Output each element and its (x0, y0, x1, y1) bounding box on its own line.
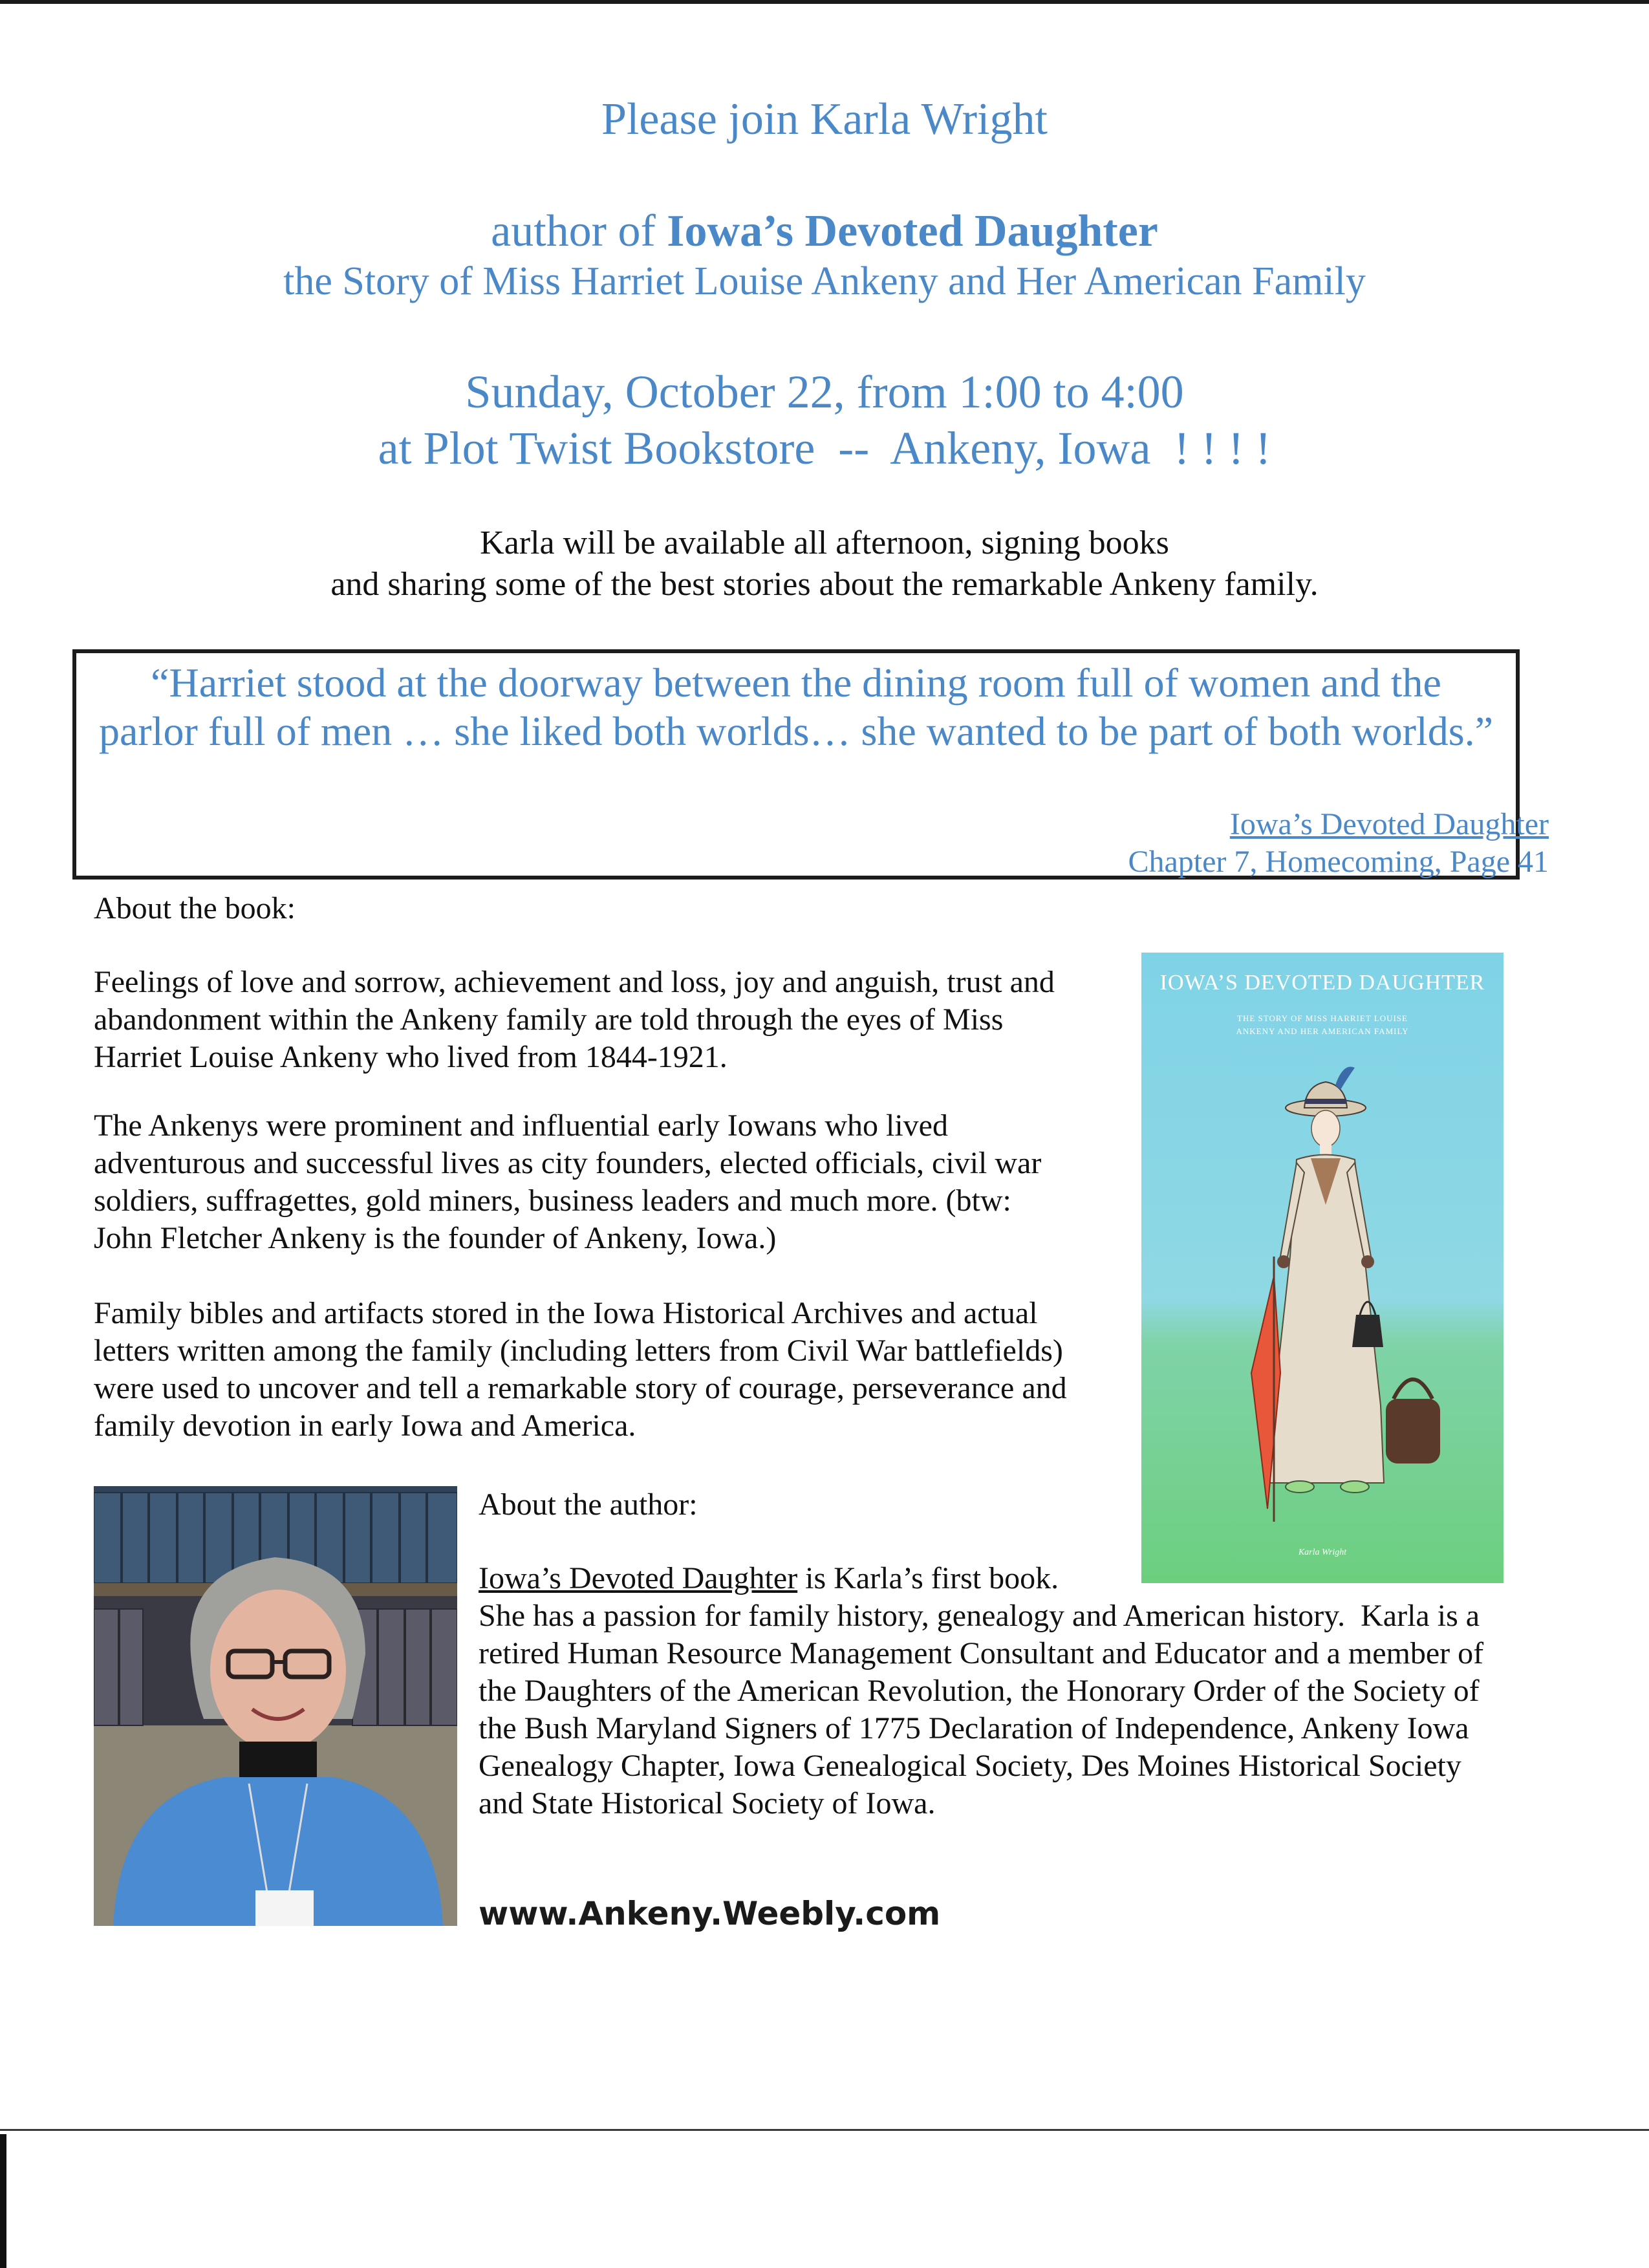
text-line: were used to uncover and tell a remarkable story of courage, perseverance and (94, 1371, 1067, 1405)
text-line: Family bibles and artifacts stored in the Iowa Historical Archives and actual (94, 1296, 1038, 1330)
text-line: family devotion in early Iowa and America. (94, 1409, 636, 1443)
text-line: Harriet Louise Ankeny who lived from 1844-1921. (94, 1040, 727, 1074)
about-book-paragraph-1 (94, 964, 1122, 1076)
author-prefix: author of (491, 206, 667, 256)
cover-subtitle-line-2: ANKENY AND HER AMERICAN FAMILY (1236, 1026, 1409, 1036)
scan-edge-top (0, 0, 1649, 4)
quote-citation-chapter: Chapter 7, Homecoming, Page 41 (1128, 845, 1549, 879)
quote-text (76, 658, 1516, 755)
about-author-heading: About the author: (479, 1487, 698, 1522)
cover-subtitle-line-1: THE STORY OF MISS HARRIET LOUISE (1237, 1013, 1408, 1023)
book-subtitle: the Story of Miss Harriet Louise Ankeny and Her American Family (283, 259, 1366, 303)
text-line: Feelings of love and sorrow, achievement and loss, joy and anguish, trust and (94, 965, 1055, 999)
author-book-link[interactable]: Iowa’s Devoted Daughter (479, 1561, 798, 1595)
book-title: Iowa’s Devoted Daughter (667, 206, 1158, 256)
text-line: abandonment within the Ankeny family are told through the eyes of Miss (94, 1002, 1004, 1037)
availability-line-2: and sharing some of the best stories about the remarkable Ankeny family. (330, 566, 1319, 603)
text-line: letters written among the family (including letters from Civil War battlefields) (94, 1334, 1063, 1368)
invite-heading: Please join Karla Wright (601, 94, 1048, 144)
event-date: Sunday, October 22, from 1:00 to 4:00 (465, 366, 1184, 418)
text-line: the Daughters of the American Revolution, the Honorary Order of the Society of (479, 1674, 1480, 1708)
text-line: adventurous and successful lives as city founders, elected officials, civil war (94, 1146, 1042, 1180)
availability-line-1: Karla will be available all afternoon, signing books (480, 524, 1169, 561)
book-cover-image (1141, 953, 1503, 1583)
author-line-first (479, 1560, 1552, 1597)
text-line: and State Historical Society of Iowa. (479, 1786, 936, 1820)
cover-illustration (1141, 953, 1503, 1583)
scan-edge-bottom (0, 2129, 1649, 2131)
text-line: the Bush Maryland Signers of 1775 Declaration of Independence, Ankeny Iowa (479, 1711, 1469, 1745)
text-line: Genealogy Chapter, Iowa Genealogical Society, Des Moines Historical Society (479, 1749, 1461, 1783)
text-line: soldiers, suffragettes, gold miners, business leaders and much more. (btw: (94, 1183, 1011, 1218)
author-line-rest: is Karla’s first book. (797, 1561, 1059, 1595)
quote-line-2: parlor full of men … she liked both worlds… she wanted to be part of both worlds.” (99, 708, 1493, 754)
text-line: She has a passion for family history, genealogy and American history. Karla is a (479, 1599, 1480, 1633)
quote-citation-title[interactable]: Iowa’s Devoted Daughter (1229, 807, 1549, 841)
about-book-paragraph-2 (94, 1107, 1122, 1257)
about-book-paragraph-3 (94, 1295, 1122, 1445)
about-author-paragraph (479, 1560, 1552, 1822)
text-line: retired Human Resource Management Consultant and Educator and a member of (479, 1636, 1484, 1670)
cover-title: IOWA’S DEVOTED DAUGHTER (1159, 971, 1485, 995)
author-photo (94, 1486, 457, 1926)
about-book-heading: About the book: (94, 891, 296, 925)
author-photo-illustration (94, 1486, 457, 1926)
cover-author: Karla Wright (1298, 1548, 1347, 1557)
scan-edge-left (0, 2134, 6, 2268)
website-link[interactable]: www.Ankeny.Weebly.com (479, 1895, 941, 1932)
quote-line-1: “Harriet stood at the doorway between the dining room full of women and the (151, 660, 1441, 706)
availability-text (0, 523, 1649, 605)
text-line: John Fletcher Ankeny is the founder of Ankeny, Iowa.) (94, 1221, 777, 1255)
author-of-heading (0, 206, 1649, 257)
text-line: The Ankenys were prominent and influential early Iowans who lived (94, 1108, 948, 1143)
event-venue: at Plot Twist Bookstore -- Ankeny, Iowa ! ! ! ! (378, 422, 1271, 474)
